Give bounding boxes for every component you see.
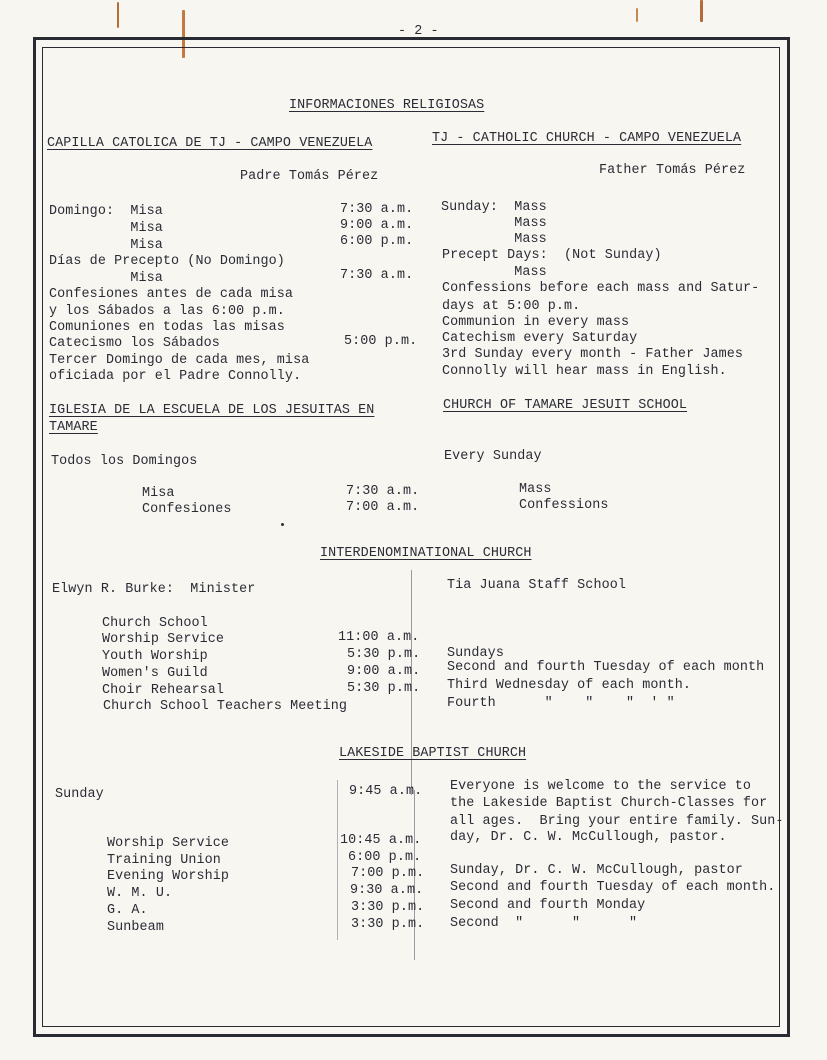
inter-note: Fourth " " " ' ": [447, 696, 675, 711]
catholic-heading-en: TJ - CATHOLIC CHURCH - CAMPO VENEZUELA: [432, 131, 742, 146]
es-line: Días de Precepto (No Domingo): [49, 254, 285, 269]
baptist-note: Second and fourth Tuesday of each month.: [450, 880, 776, 895]
inter-item: Church School Teachers Meeting: [103, 699, 348, 714]
inter-item: Worship Service: [102, 632, 225, 647]
inter-note: Second and fourth Tuesday of each month: [447, 660, 765, 675]
es-line: Misa: [49, 271, 163, 286]
baptist-time: 3:30 p.m.: [351, 917, 425, 932]
baptist-time: 10:45 a.m.: [340, 833, 422, 848]
inter-time: 5:30 p.m.: [347, 647, 421, 662]
baptist-time: 6:00 p.m.: [348, 850, 422, 865]
every-sunday-en: Every Sunday: [444, 449, 542, 464]
inter-time: 9:00 a.m.: [347, 664, 421, 679]
minister: Elwyn R. Burke: Minister: [52, 582, 256, 597]
es-line: Confesiones antes de cada misa: [49, 287, 294, 302]
baptist-note: Second and fourth Monday: [450, 898, 646, 913]
es-line: Misa: [49, 221, 163, 236]
baptist-item: Evening Worship: [107, 869, 230, 884]
es-line: Misa: [49, 238, 163, 253]
en-line: Connolly will hear mass in English.: [442, 364, 727, 379]
jesuit-item-es: Misa: [142, 486, 175, 501]
en-line: Catechism every Saturday: [442, 331, 638, 346]
baptist-item: G. A.: [107, 903, 148, 918]
baptist-item: W. M. U.: [107, 886, 173, 901]
baptist-note: Sunday, Dr. C. W. McCullough, pastor: [450, 863, 743, 878]
time: 5:00 p.m.: [344, 334, 418, 349]
baptist-time: 3:30 p.m.: [351, 900, 425, 915]
priest-en: Father Tomás Pérez: [599, 163, 746, 178]
time: 7:30 a.m.: [340, 202, 414, 217]
baptist-note: day, Dr. C. W. McCullough, pastor.: [450, 830, 727, 845]
jesuit-time: 7:00 a.m.: [346, 500, 420, 515]
en-line: Sunday: Mass: [441, 200, 547, 215]
baptist-time: 9:30 a.m.: [350, 883, 424, 898]
es-line: Catecismo los Sábados: [49, 336, 220, 351]
inter-item: Youth Worship: [102, 649, 208, 664]
location: Tia Juana Staff School: [447, 578, 626, 593]
es-line: Domingo: Misa: [49, 204, 163, 219]
baptist-note: all ages. Bring your entire family. Sun-: [450, 814, 784, 829]
en-line: Communion in every mass: [442, 315, 630, 330]
scan-mark: [700, 0, 703, 22]
jesuit-item-en: Confessions: [519, 498, 609, 513]
en-line: Mass: [441, 216, 547, 231]
column-guide: [337, 780, 338, 940]
en-line: 3rd Sunday every month - Father James: [442, 347, 744, 362]
baptist-heading: LAKESIDE BAPTIST CHURCH: [339, 746, 527, 761]
en-line: Confessions before each mass and Satur-: [442, 281, 760, 296]
inter-item: Choir Rehearsal: [102, 683, 225, 698]
inter-time: 11:00 a.m.: [338, 630, 420, 645]
baptist-day: Sunday: [55, 787, 104, 802]
time: 9:00 a.m.: [340, 218, 414, 233]
baptist-item: Training Union: [107, 853, 221, 868]
page-number: - 2 -: [398, 24, 439, 39]
inter-item: Women's Guild: [102, 666, 208, 681]
en-line: Mass: [441, 265, 547, 280]
es-line: Tercer Domingo de cada mes, misa: [49, 353, 310, 368]
catholic-heading-es: CAPILLA CATOLICA DE TJ - CAMPO VENEZUELA: [47, 136, 373, 151]
scan-mark: [636, 8, 638, 22]
jesuit-heading-es-2: TAMARE: [49, 420, 98, 435]
baptist-note: Second " " ": [450, 916, 638, 931]
baptist-item: Worship Service: [107, 836, 230, 851]
en-line: Mass: [441, 232, 547, 247]
inter-time: 5:30 p.m.: [347, 681, 421, 696]
en-line: Precept Days: (Not Sunday): [442, 248, 662, 263]
scan-mark: [117, 2, 119, 28]
baptist-note: Everyone is welcome to the service to: [450, 779, 752, 794]
baptist-time: 9:45 a.m.: [349, 784, 423, 799]
jesuit-item-es: Confesiones: [142, 502, 232, 517]
jesuit-item-en: Mass: [519, 482, 552, 497]
baptist-note: the Lakeside Baptist Church-Classes for: [450, 796, 768, 811]
page-title: INFORMACIONES RELIGIOSAS: [289, 98, 485, 113]
es-line: oficiada por el Padre Connolly.: [49, 369, 302, 384]
jesuit-time: 7:30 a.m.: [346, 484, 420, 499]
interdenominational-heading: INTERDENOMINATIONAL CHURCH: [320, 546, 532, 561]
es-line: y los Sábados a las 6:00 p.m.: [49, 304, 285, 319]
es-line: Comuniones en todas las misas: [49, 320, 285, 335]
ink-dot: [281, 523, 284, 526]
jesuit-heading-es: IGLESIA DE LA ESCUELA DE LOS JESUITAS EN: [49, 403, 375, 418]
inter-note: Third Wednesday of each month.: [447, 678, 692, 693]
every-sunday-es: Todos los Domingos: [51, 454, 198, 469]
baptist-time: 7:00 p.m.: [351, 866, 425, 881]
time: 7:30 a.m.: [340, 268, 414, 283]
priest-es: Padre Tomás Pérez: [240, 169, 379, 184]
inter-item: Church School: [102, 616, 208, 631]
jesuit-heading-en: CHURCH OF TAMARE JESUIT SCHOOL: [443, 398, 688, 413]
inter-note: Sundays: [447, 646, 504, 661]
baptist-item: Sunbeam: [107, 920, 164, 935]
time: 6:00 p.m.: [340, 234, 414, 249]
en-line: days at 5:00 p.m.: [442, 299, 581, 314]
